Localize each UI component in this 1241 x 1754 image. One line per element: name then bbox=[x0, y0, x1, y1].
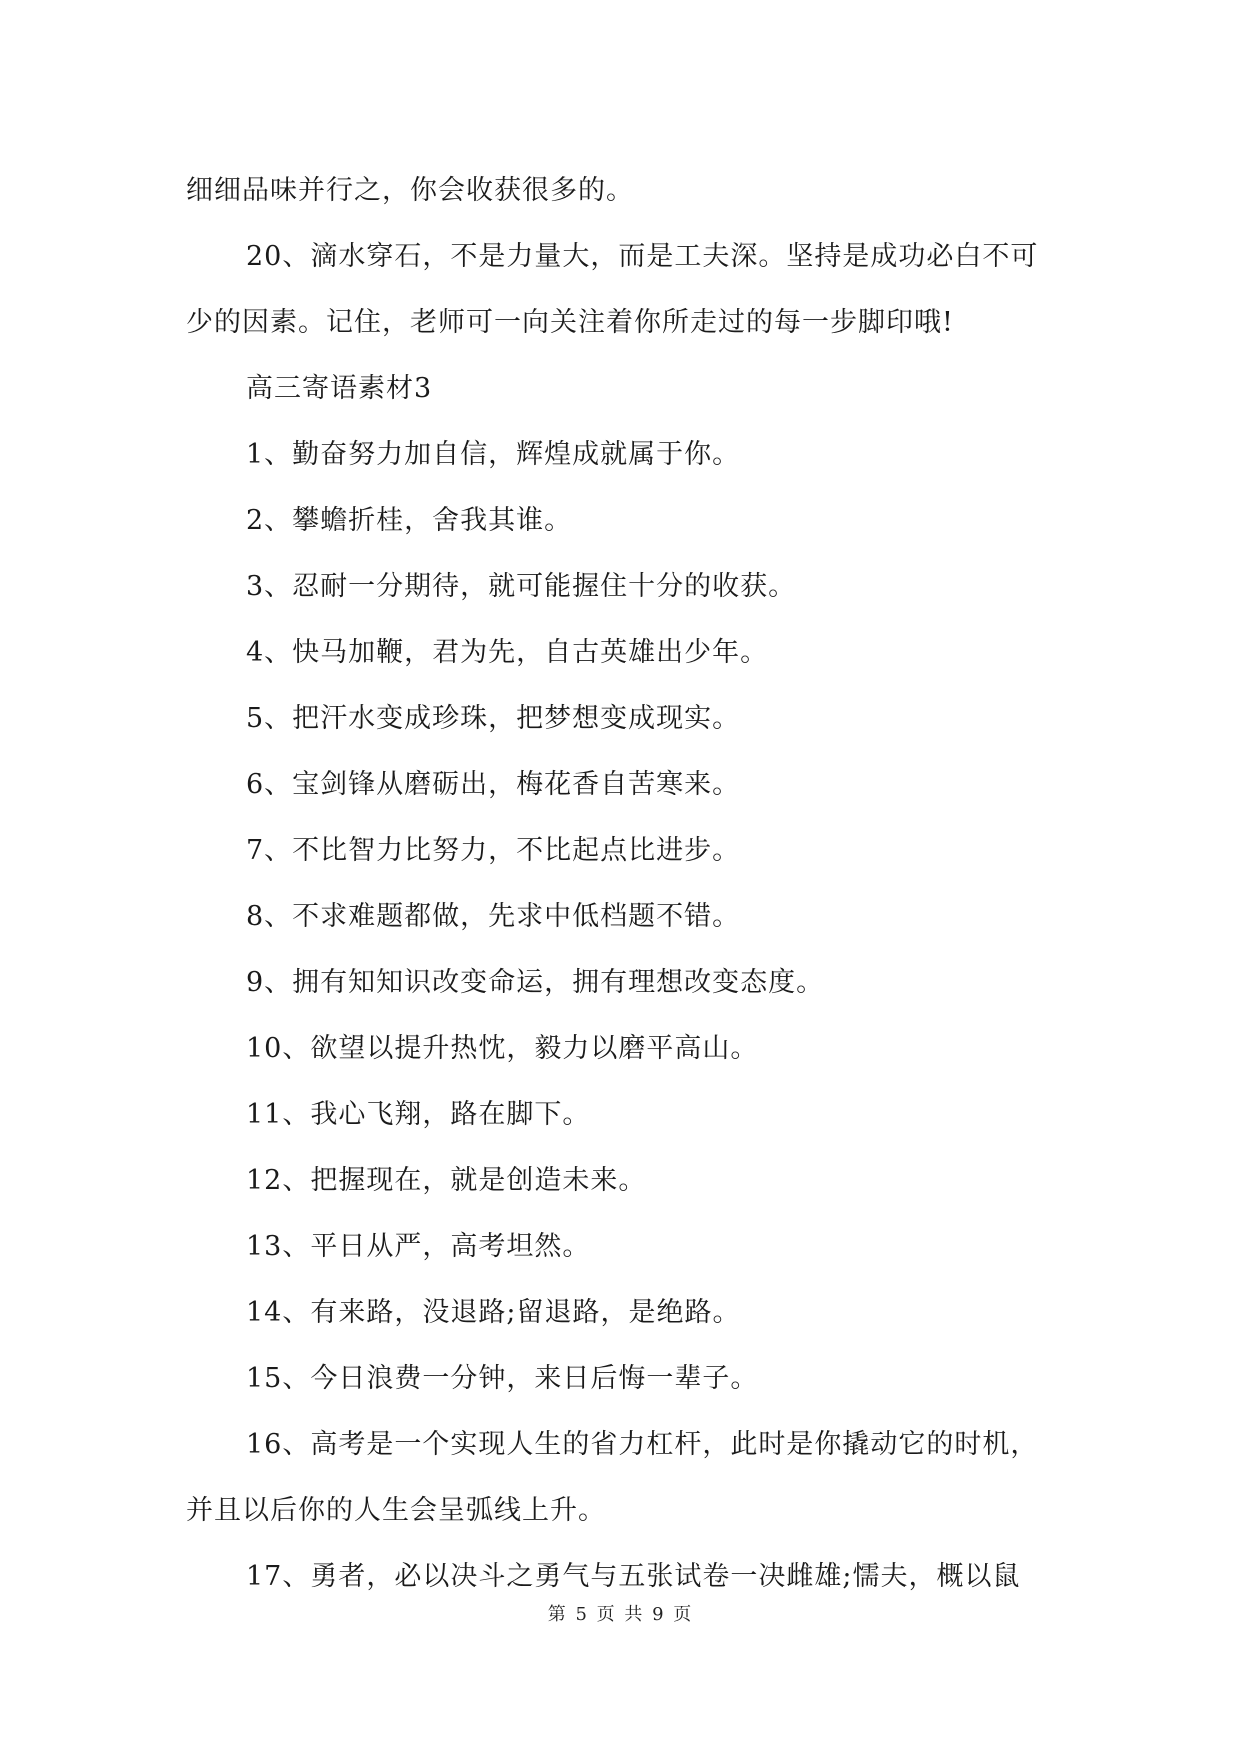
list-item-3: 3、忍耐一分期待，就可能握住十分的收获。 bbox=[246, 571, 797, 602]
list-item-14: 14、有来路，没退路;留退路，是绝路。 bbox=[246, 1297, 741, 1328]
list-item-12: 12、把握现在，就是创造未来。 bbox=[246, 1165, 647, 1196]
list-item-15: 15、今日浪费一分钟，来日后悔一辈子。 bbox=[246, 1363, 759, 1394]
list-item-11: 11、我心飞翔，路在脚下。 bbox=[246, 1099, 591, 1130]
list-item-17: 17、勇者，必以决斗之勇气与五张试卷一决雌雄;懦夫，概以鼠 bbox=[246, 1561, 1021, 1592]
list-item-8: 8、不求难题都做，先求中低档题不错。 bbox=[246, 901, 741, 932]
list-item-13: 13、平日从严，高考坦然。 bbox=[246, 1231, 591, 1262]
document-body bbox=[186, 158, 1056, 1610]
section-heading: 高三寄语素材3 bbox=[246, 373, 433, 404]
list-item-2: 2、攀蟾折桂，舍我其谁。 bbox=[246, 505, 573, 536]
list-item-9: 9、拥有知知识改变命运，拥有理想改变态度。 bbox=[246, 967, 825, 998]
list-item-4: 4、快马加鞭，君为先，自古英雄出少年。 bbox=[246, 637, 769, 668]
list-item-6: 6、宝剑锋从磨砺出，梅花香自苦寒来。 bbox=[246, 769, 741, 800]
list-item-10: 10、欲望以提升热忱，毅力以磨平高山。 bbox=[246, 1033, 759, 1064]
list-item-1: 1、勤奋努力加自信，辉煌成就属于你。 bbox=[246, 439, 741, 470]
text-line-1: 20、滴水穿石，不是力量大，而是工夫深。坚持是成功必白不可 bbox=[246, 241, 1039, 272]
list-item-7: 7、不比智力比努力，不比起点比进步。 bbox=[246, 835, 741, 866]
text-line-2: 少的因素。记住，老师可一向关注着你所走过的每一步脚印哦! bbox=[186, 307, 954, 338]
list-item-5: 5、把汗水变成珍珠，把梦想变成现实。 bbox=[246, 703, 741, 734]
text-line-0: 细细品味并行之，你会收获很多的。 bbox=[186, 175, 634, 206]
page-number-footer: 第 5 页 共 9 页 bbox=[547, 1604, 694, 1625]
list-item-16: 16、高考是一个实现人生的省力杠杆，此时是你撬动它的时机， bbox=[246, 1429, 1039, 1460]
list-item-16-continued: 并且以后你的人生会呈弧线上升。 bbox=[186, 1495, 606, 1526]
